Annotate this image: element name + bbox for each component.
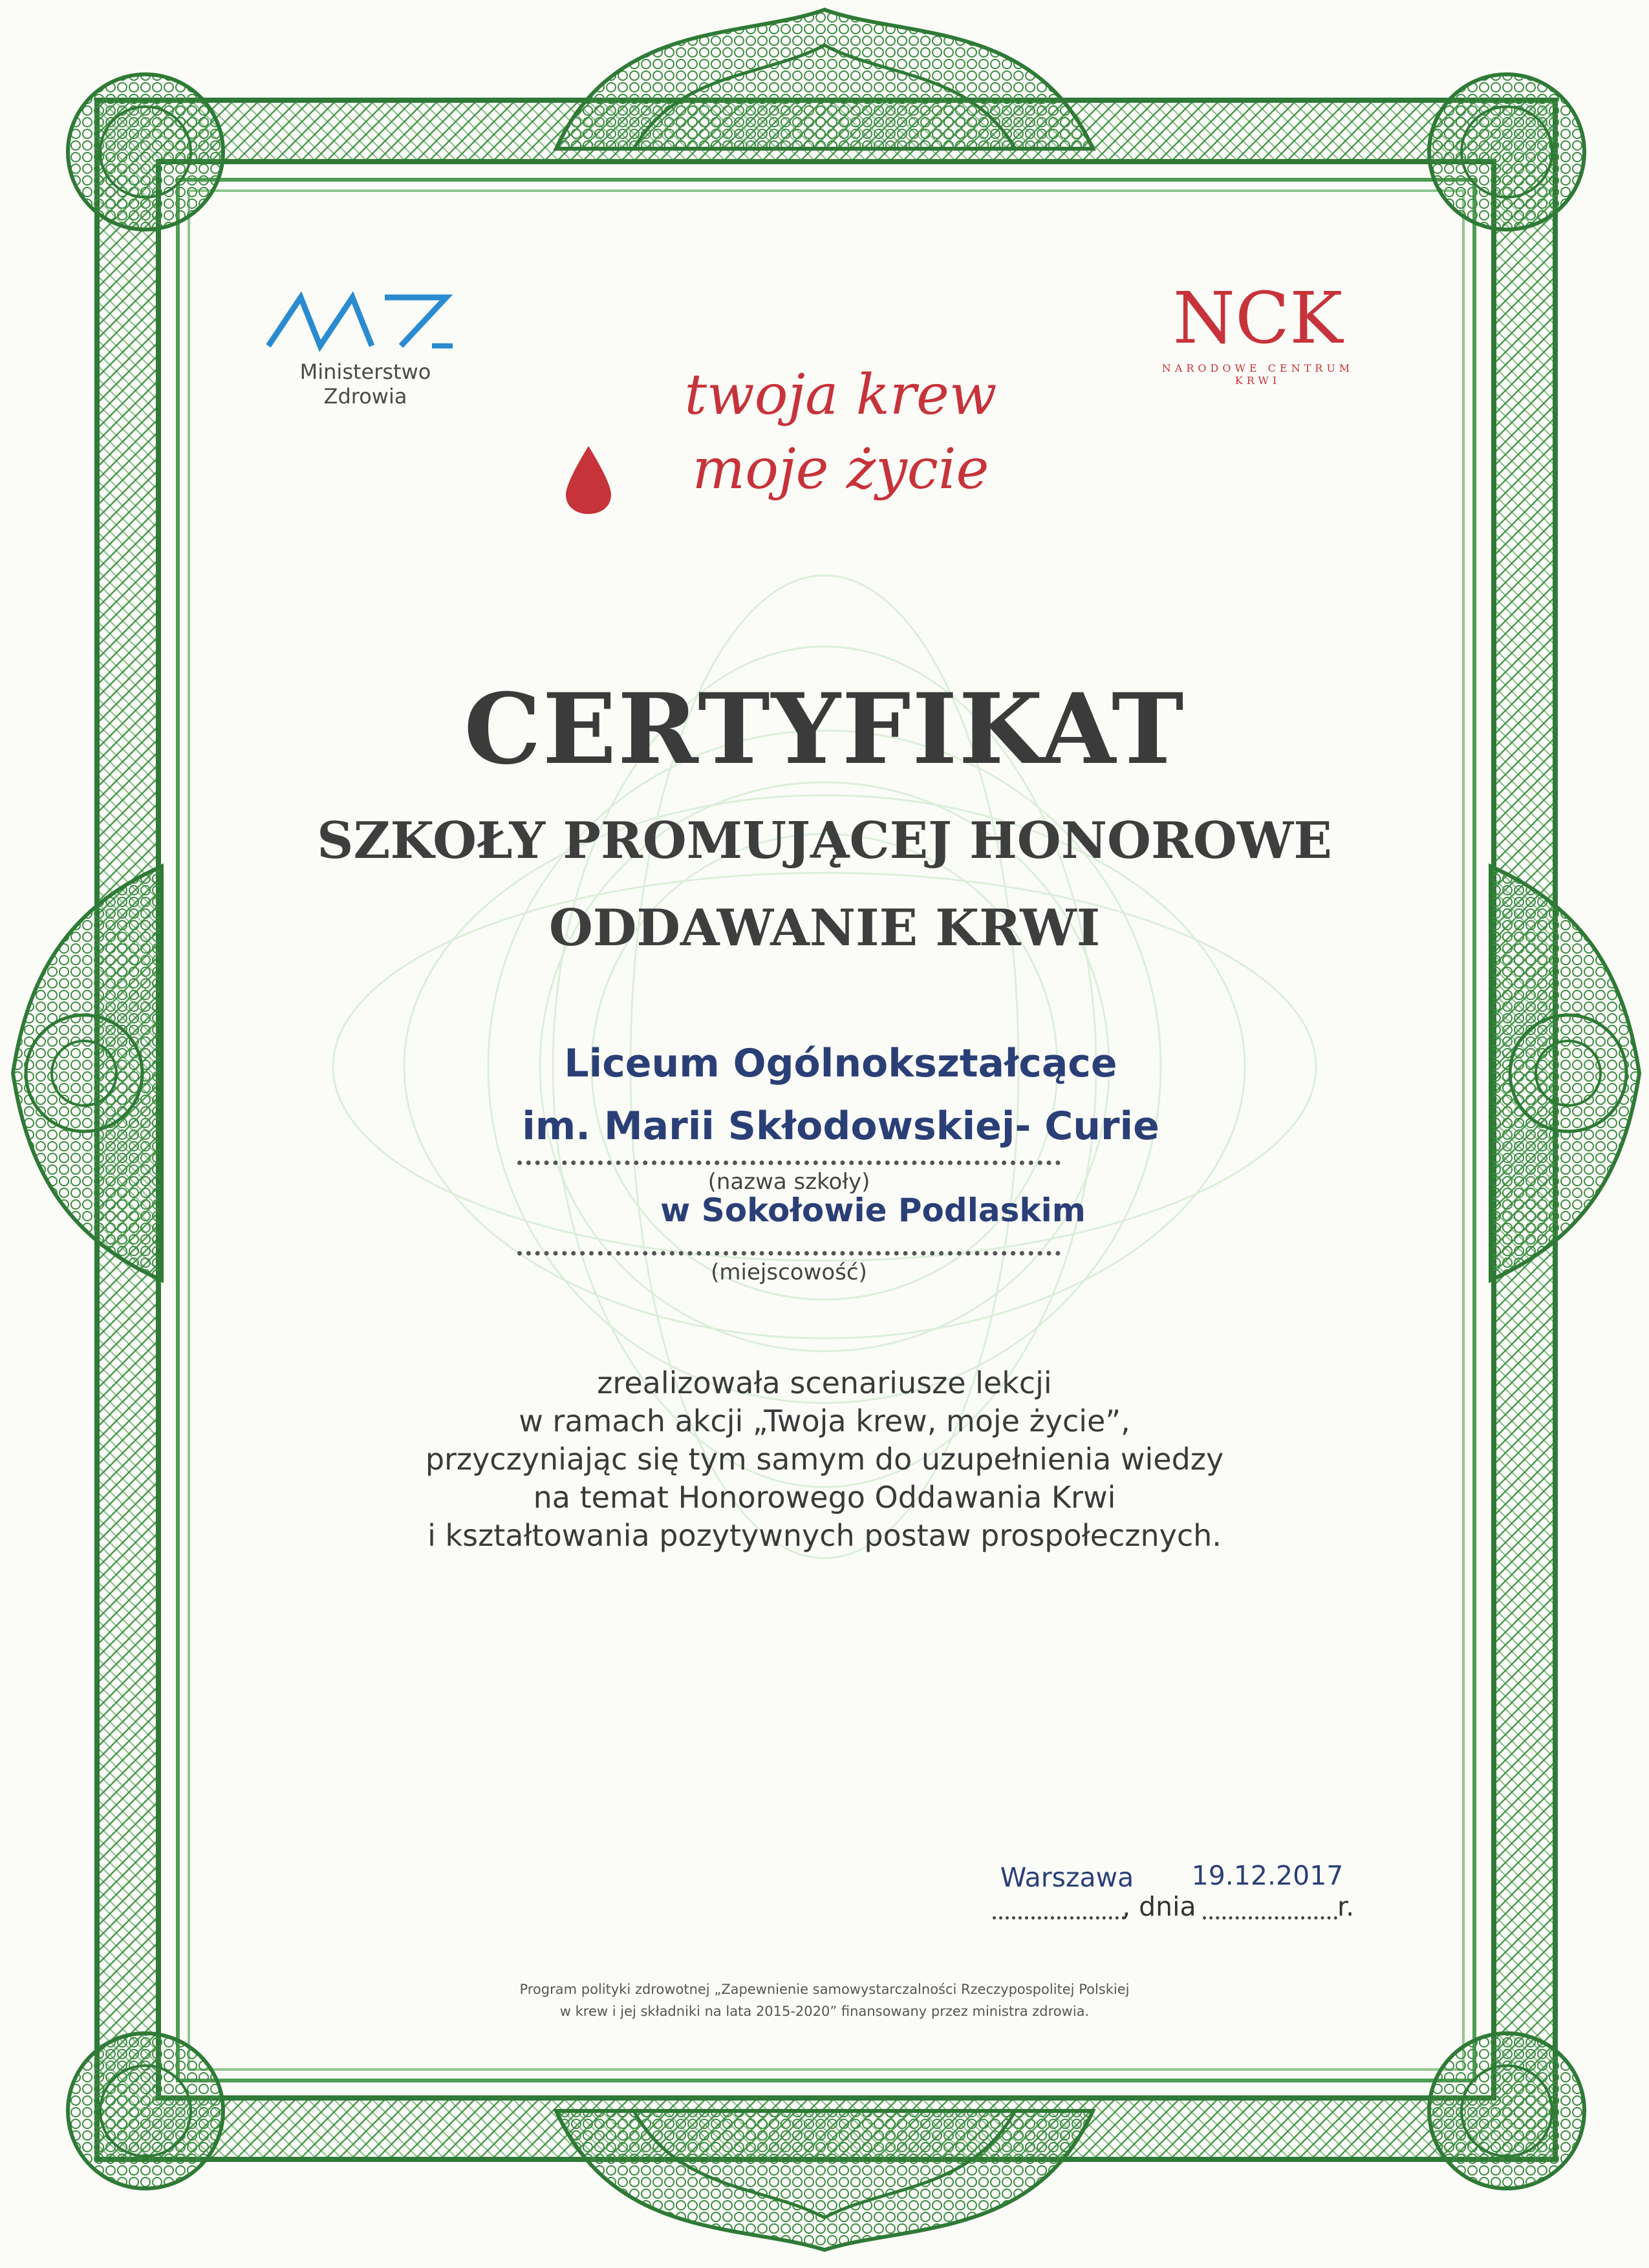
certificate-subtitle-line-1: SZKOŁY PROMUJĄCEJ HONOROWE <box>317 811 1332 870</box>
school-location: w Sokołowie Podlaskim <box>660 1192 1086 1229</box>
body-line: zrealizowała scenariusze lekcji <box>597 1365 1052 1400</box>
school-name-dotted-line <box>517 1161 1061 1165</box>
issue-date: 19.12.2017 <box>1191 1860 1344 1891</box>
slogan-line-2: moje życie <box>692 437 989 502</box>
slogan-line-1: twoja krew <box>684 363 997 427</box>
year-suffix: r. <box>1337 1891 1355 1922</box>
school-name-line-2: im. Marii Skłodowskiej- Curie <box>522 1104 1159 1149</box>
location-dotted-line <box>517 1251 1061 1256</box>
body-line: na temat Honorowego Oddawania Krwi <box>533 1480 1116 1515</box>
program-footer-note <box>323 1978 1326 2022</box>
issue-city: Warszawa <box>1000 1862 1134 1893</box>
body-line: i kształtowania pozytywnych postaw prospołecznych. <box>427 1518 1222 1553</box>
left-ornaments <box>13 866 162 1280</box>
school-name-caption: (nazwa szkoły) <box>707 1169 870 1195</box>
body-line: w ramach akcji „Twoja krew, moje życie”, <box>519 1404 1130 1439</box>
footer-line-2: w krew i jej składniki na lata 2015-2020” finansowany przez ministra zdrowia. <box>559 2004 1090 2019</box>
top-ornament <box>556 10 1093 149</box>
ministry-name: Ministerstwo Zdrowia <box>299 359 431 409</box>
campaign-slogan-logo <box>563 362 1080 517</box>
blood-drop-icon <box>566 446 611 514</box>
bottom-ornament <box>556 2111 1093 2250</box>
footer-line-1: Program polityki zdrowotnej „Zapewnienie samowystarczalności Rzeczypospolitej Polskiej <box>519 1982 1130 1997</box>
dnia-label: , dnia <box>1122 1891 1196 1922</box>
nck-logo <box>1164 275 1352 359</box>
nck-subtitle: NARODOWE CENTRUM KRWI <box>1161 362 1354 387</box>
nck-letters: NCK <box>1172 277 1343 359</box>
school-name-line-1: Liceum Ogólnokształcące <box>564 1041 1117 1086</box>
right-ornaments <box>1491 866 1639 1280</box>
body-line: przyczyniając się tym samym do uzupełnienia wiedzy <box>425 1442 1224 1477</box>
date-dotted-line <box>1203 1916 1337 1920</box>
location-caption: (miejscowość) <box>711 1259 867 1285</box>
certificate-title: CERTYFIKAT <box>464 672 1185 786</box>
certificate-body-text <box>259 1364 1390 1555</box>
certificate-subtitle-line-2: ODDAWANIE KRWI <box>548 899 1101 957</box>
city-dotted-line <box>993 1916 1125 1920</box>
